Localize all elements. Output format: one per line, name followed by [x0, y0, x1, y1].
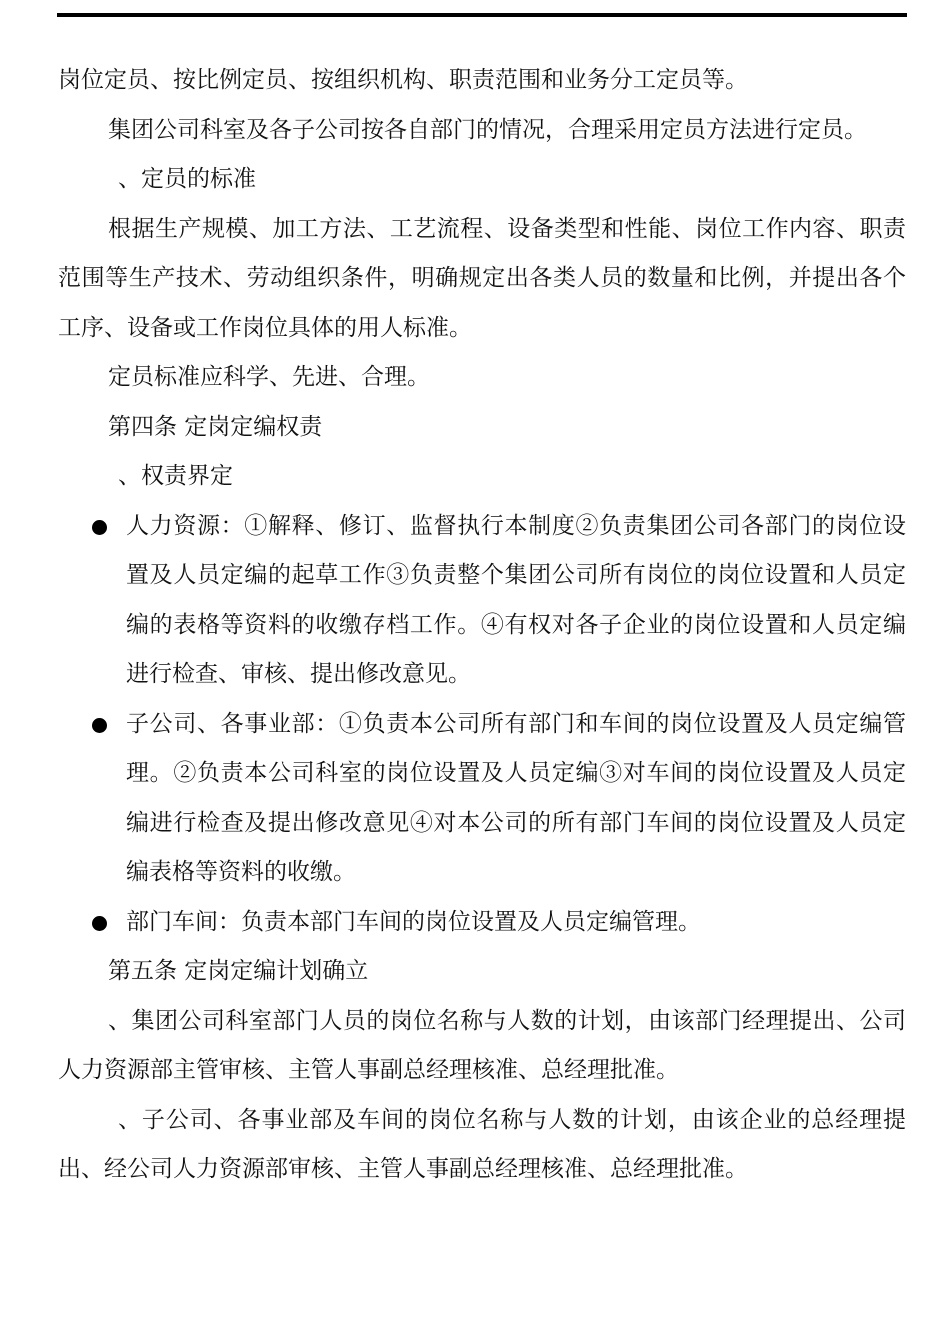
paragraph: 岗位定员、按比例定员、按组织机构、职责范围和业务分工定员等。	[58, 67, 748, 93]
paragraph: 、子公司、各事业部及车间的岗位名称与人数的计划，由该企业的总经理提出、经公司人力资源部审核、主管人事副总经理核准、总经理批准。	[58, 1106, 906, 1182]
article-heading: 第五条 定岗定编计划确立	[108, 958, 369, 984]
section-heading: 、定员的标准	[118, 166, 256, 192]
bullet-dot-icon	[92, 916, 107, 931]
list-item-text: 人力资源：①解释、修订、监督执行本制度②负责集团公司各部门的岗位设置及人员定编的起草工作③负责整个集团公司所有岗位的岗位设置和人员定编的表格等资料的收缴存档工作。④有权对各子企业的岗位设置和人员定编进行检查、审核、提出修改意见。	[126, 512, 906, 687]
article-heading: 第四条 定岗定编权责	[108, 413, 323, 440]
list-item-text: 部门车间：负责本部门车间的岗位设置及人员定编管理。	[126, 908, 701, 935]
list-item	[58, 700, 906, 898]
responsibility-list	[58, 502, 906, 948]
paragraph: 根据生产规模、加工方法、工艺流程、设备类型和性能、岗位工作内容、职责范围等生产技术、劳动组织条件，明确规定出各类人员的数量和比例，并提出各个工序、设备或工作岗位具体的用人标准。	[58, 215, 906, 341]
paragraph: 定员标准应科学、先进、合理。	[108, 364, 430, 390]
bullet-dot-icon	[92, 520, 107, 535]
paragraph: 、集团公司科室部门人员的岗位名称与人数的计划，由该部门经理提出、公司人力资源部主管审核、主管人事副总经理核准、总经理批准。	[58, 1007, 906, 1083]
bullet-dot-icon	[92, 718, 107, 733]
document-body	[58, 56, 906, 1195]
section-heading: 、权责界定	[118, 463, 233, 489]
list-item	[58, 898, 906, 948]
top-rule	[57, 13, 907, 17]
list-item	[58, 502, 906, 700]
list-item-text: 子公司、各事业部：①负责本公司所有部门和车间的岗位设置及人员定编管理。②负责本公司科室的岗位设置及人员定编③对车间的岗位设置及人员定编进行检查及提出修改意见④对本公司的所有部门车间的岗位设置及人员定编表格等资料的收缴。	[126, 710, 906, 885]
paragraph: 集团公司科室及各子公司按各自部门的情况，合理采用定员方法进行定员。	[108, 116, 867, 143]
